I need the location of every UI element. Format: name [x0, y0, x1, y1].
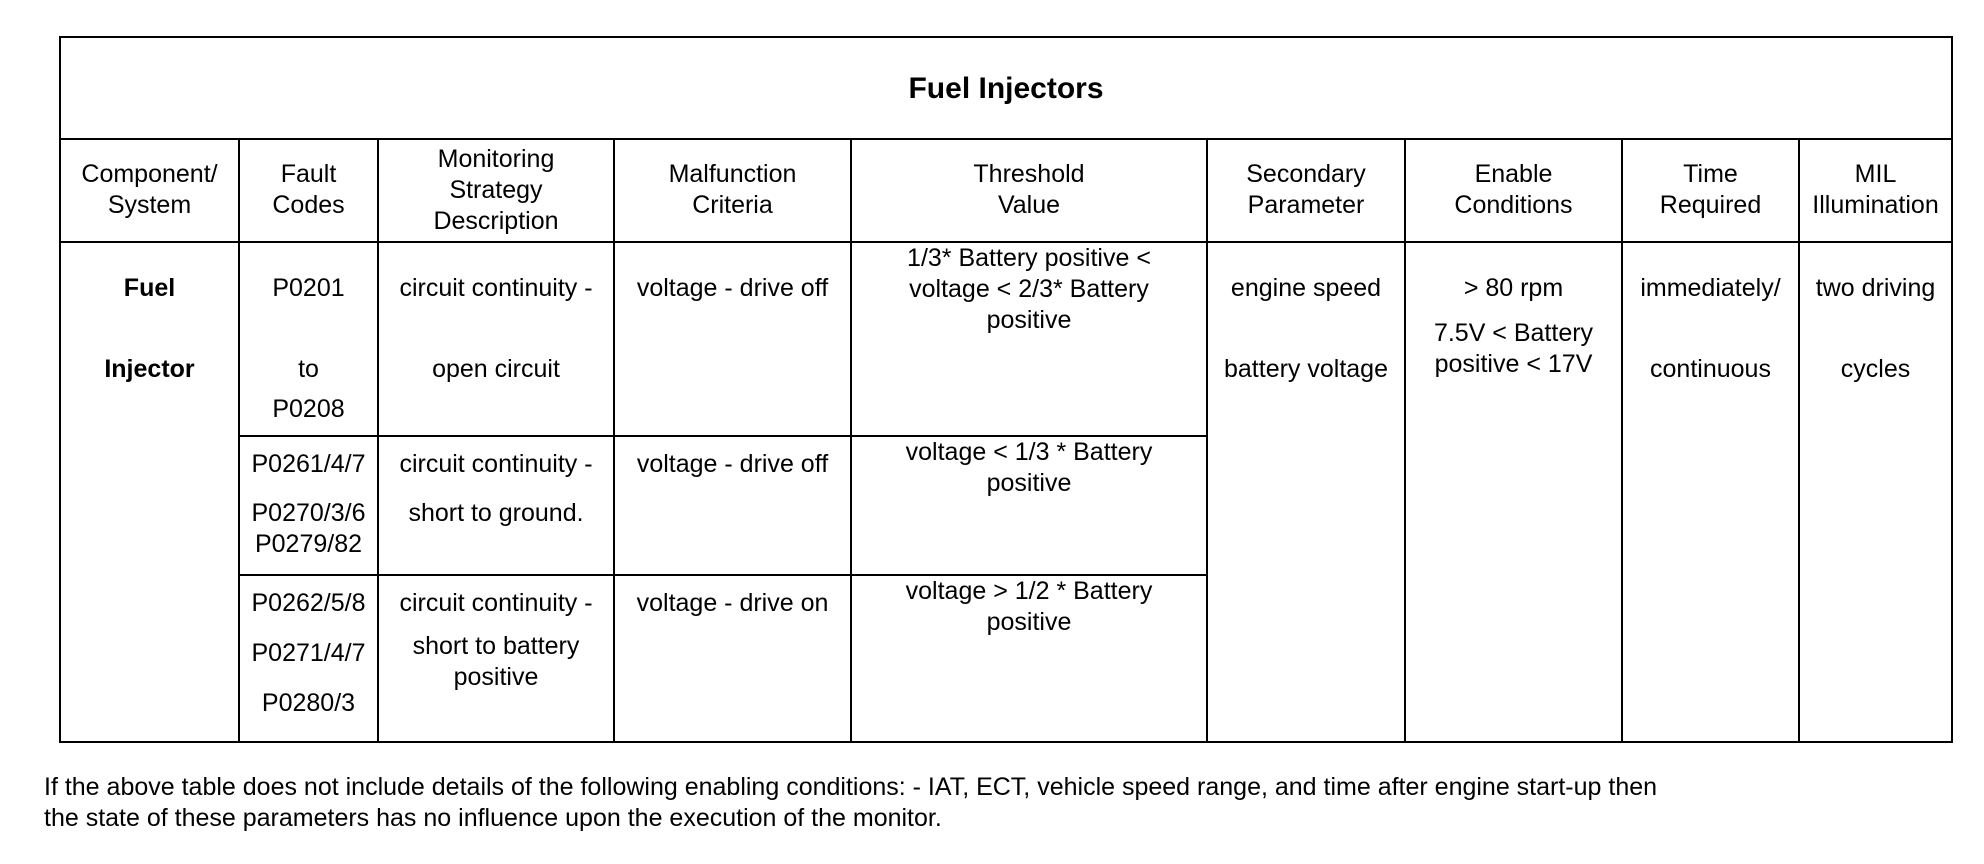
- fault-codes-cell: P0261/4/7 P0270/3/6 P0279/82: [239, 436, 378, 574]
- header-mil-illumination: MIL Illumination: [1799, 139, 1952, 241]
- threshold-cell: 1/3* Battery positive < voltage < 2/3* Battery positive: [851, 242, 1207, 437]
- footnote-line-2: the state of these parameters has no influence upon the execution of the monitor.: [44, 804, 942, 832]
- secondary-parameter-cell: engine speed battery voltage: [1207, 242, 1405, 742]
- strategy-cell: circuit continuity - open circuit: [378, 242, 614, 437]
- fuel-injectors-table: [59, 36, 1953, 743]
- header-monitoring-strategy: Monitoring Strategy Description: [378, 139, 614, 241]
- table-title: Fuel Injectors: [60, 37, 1952, 139]
- criteria-cell: voltage - drive off: [614, 436, 851, 574]
- fault-codes-cell: P0262/5/8 P0271/4/7 P0280/3: [239, 575, 378, 743]
- footnote-line-1: If the above table does not include details of the following enabling conditions: - IAT, ECT, vehicle speed range, and time after engine start-up then: [44, 773, 1658, 801]
- header-component-system: Component/ System: [60, 139, 239, 241]
- header-enable-conditions: Enable Conditions: [1405, 139, 1622, 241]
- strategy-cell: circuit continuity - short to ground.: [378, 436, 614, 574]
- time-required-cell: immediately/ continuous: [1622, 242, 1799, 742]
- threshold-cell: voltage < 1/3 * Battery positive: [851, 436, 1207, 574]
- header-threshold-value: Threshold Value: [851, 139, 1207, 241]
- threshold-cell: voltage > 1/2 * Battery positive: [851, 575, 1207, 743]
- header-malfunction-criteria: Malfunction Criteria: [614, 139, 851, 241]
- header-fault-codes: Fault Codes: [239, 139, 378, 241]
- table-row: [60, 242, 1952, 437]
- fault-codes-cell: P0201 to P0208: [239, 242, 378, 437]
- strategy-cell: circuit continuity - short to battery positive: [378, 575, 614, 743]
- criteria-cell: voltage - drive on: [614, 575, 851, 743]
- enable-conditions-cell: > 80 rpm 7.5V < Battery positive < 17V: [1405, 242, 1622, 742]
- component-cell: Fuel Injector: [60, 242, 239, 742]
- criteria-cell: voltage - drive off: [614, 242, 851, 437]
- header-time-required: Time Required: [1622, 139, 1799, 241]
- header-secondary-parameter: Secondary Parameter: [1207, 139, 1405, 241]
- footnote: [44, 772, 1944, 834]
- mil-illumination-cell: two driving cycles: [1799, 242, 1952, 742]
